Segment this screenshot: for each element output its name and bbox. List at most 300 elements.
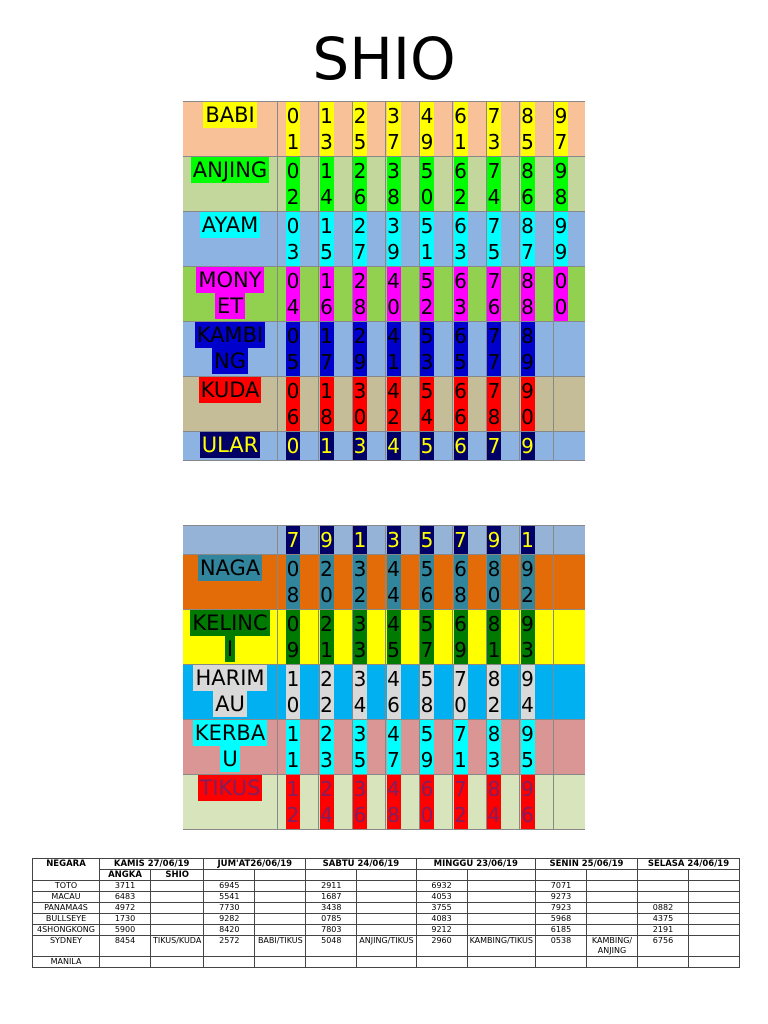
digit: 8 bbox=[454, 583, 467, 607]
digit: 4 bbox=[487, 185, 501, 209]
digit-strip bbox=[521, 610, 535, 664]
shio-name bbox=[183, 377, 278, 431]
digit: 6 bbox=[454, 214, 467, 238]
digit: 5 bbox=[420, 722, 434, 746]
digit: 1 bbox=[454, 130, 467, 154]
shio-row bbox=[183, 720, 585, 775]
digit: 1 bbox=[353, 528, 367, 552]
shio-cell bbox=[688, 925, 739, 936]
shio-cell bbox=[357, 892, 416, 903]
digit-strip bbox=[320, 610, 334, 664]
digit: 6 bbox=[487, 295, 501, 319]
digit: 9 bbox=[521, 722, 534, 746]
digit-cell bbox=[552, 775, 585, 829]
digit: 0 bbox=[286, 379, 300, 403]
digit-strip bbox=[353, 322, 367, 376]
digit: 5 bbox=[521, 748, 534, 772]
digit: 3 bbox=[387, 214, 400, 238]
digit-strip bbox=[353, 526, 367, 554]
digit-cell bbox=[351, 267, 386, 321]
digit-cell bbox=[485, 432, 520, 460]
digit: 2 bbox=[353, 269, 367, 293]
results-row bbox=[33, 936, 740, 957]
digit-strip bbox=[387, 157, 401, 211]
shio-row bbox=[183, 665, 585, 720]
angka-cell: 6756 bbox=[637, 936, 688, 957]
digit-cell bbox=[318, 610, 353, 664]
digit-cell bbox=[385, 157, 420, 211]
digit-cell bbox=[418, 720, 453, 774]
digit: 3 bbox=[353, 638, 367, 662]
digit-strip bbox=[521, 555, 535, 609]
digit-strip bbox=[554, 102, 568, 156]
shio-cell: TIKUS/KUDA bbox=[151, 936, 204, 957]
digit-strip bbox=[320, 526, 334, 554]
digit-cell bbox=[385, 212, 420, 266]
digit-strip bbox=[554, 157, 568, 211]
digit-strip bbox=[487, 377, 501, 431]
digit-strip bbox=[387, 212, 401, 266]
digit: 2 bbox=[320, 722, 333, 746]
digit: 7 bbox=[353, 240, 367, 264]
digit: 3 bbox=[454, 240, 467, 264]
angka-cell bbox=[100, 957, 151, 968]
angka-cell: 8420 bbox=[204, 925, 255, 936]
digit: 0 bbox=[387, 295, 400, 319]
angka-cell: 6945 bbox=[204, 881, 255, 892]
digit-cell bbox=[552, 267, 585, 321]
digit-cell bbox=[318, 720, 353, 774]
digit: 0 bbox=[286, 693, 300, 717]
digit: 1 bbox=[286, 748, 300, 772]
digit-cell bbox=[485, 610, 520, 664]
angka-cell: 8454 bbox=[100, 936, 151, 957]
digit: 3 bbox=[353, 722, 367, 746]
digit-strip bbox=[353, 720, 367, 774]
angka-cell: 5900 bbox=[100, 925, 151, 936]
digit: 1 bbox=[320, 269, 333, 293]
shio-cell bbox=[586, 892, 637, 903]
digit-strip bbox=[487, 102, 501, 156]
digit-cell bbox=[452, 157, 487, 211]
digit: 3 bbox=[420, 350, 434, 374]
digit-cell bbox=[385, 267, 420, 321]
shio-row bbox=[183, 212, 585, 267]
digit-strip bbox=[454, 377, 468, 431]
digit-cell bbox=[519, 102, 554, 156]
digit-strip bbox=[286, 212, 300, 266]
digit-cell bbox=[284, 610, 319, 664]
digit: 7 bbox=[521, 240, 534, 264]
digit: 4 bbox=[420, 104, 434, 128]
digit: 8 bbox=[487, 722, 501, 746]
digit-strip bbox=[353, 775, 367, 829]
digit-cell bbox=[385, 665, 420, 719]
digit-cell bbox=[485, 775, 520, 829]
digit: 0 bbox=[554, 295, 568, 319]
shio-name-text: KERBA bbox=[194, 721, 266, 745]
digit: 7 bbox=[454, 667, 467, 691]
digit-strip bbox=[420, 322, 434, 376]
digit-strip bbox=[521, 720, 535, 774]
digit-cell bbox=[284, 432, 319, 460]
digit-cell bbox=[351, 432, 386, 460]
digit: 5 bbox=[420, 214, 434, 238]
digit: 0 bbox=[286, 214, 300, 238]
shio-cell bbox=[467, 881, 535, 892]
digit: 2 bbox=[387, 405, 400, 429]
digit: 0 bbox=[320, 583, 333, 607]
digit: 0 bbox=[286, 324, 300, 348]
digit: 9 bbox=[521, 350, 534, 374]
angka-cell bbox=[637, 957, 688, 968]
digit-cell bbox=[452, 555, 487, 609]
digit: 1 bbox=[521, 528, 534, 552]
digit-strip bbox=[320, 322, 334, 376]
digit-cell bbox=[385, 432, 420, 460]
digit-strip bbox=[454, 555, 468, 609]
digit: 5 bbox=[353, 748, 367, 772]
digit-cell bbox=[452, 720, 487, 774]
digit: 9 bbox=[487, 528, 501, 552]
digit-cell bbox=[519, 157, 554, 211]
shio-cell bbox=[688, 914, 739, 925]
digit-strip bbox=[286, 432, 300, 460]
digit-cell bbox=[552, 526, 585, 554]
digit-cell bbox=[552, 157, 585, 211]
shio-cell bbox=[151, 903, 204, 914]
angka-cell bbox=[204, 957, 255, 968]
country-cell: PANAMA4S bbox=[33, 903, 100, 914]
digit-strip bbox=[487, 432, 501, 460]
digit-strip bbox=[353, 610, 367, 664]
digit-strip bbox=[487, 665, 501, 719]
angka-cell: 3438 bbox=[306, 903, 357, 914]
digit-cell bbox=[552, 377, 585, 431]
digit: 5 bbox=[320, 240, 333, 264]
header-day: KAMIS 27/06/19 bbox=[100, 859, 204, 870]
digit-cell bbox=[452, 526, 487, 554]
angka-cell: 6185 bbox=[535, 925, 586, 936]
digit-cell bbox=[485, 526, 520, 554]
digit-cell bbox=[318, 432, 353, 460]
digit-cell bbox=[284, 775, 319, 829]
digit: 2 bbox=[454, 185, 467, 209]
digit-strip bbox=[420, 720, 434, 774]
digit: 8 bbox=[487, 667, 501, 691]
digit: 7 bbox=[487, 214, 501, 238]
shio-name bbox=[183, 267, 278, 321]
digit-strip bbox=[487, 526, 501, 554]
shio-cell bbox=[357, 925, 416, 936]
digit: 1 bbox=[286, 777, 300, 801]
digit: 7 bbox=[487, 104, 501, 128]
shio-cell bbox=[357, 881, 416, 892]
angka-cell: 2191 bbox=[637, 925, 688, 936]
digit-strip bbox=[454, 432, 468, 460]
digit: 0 bbox=[286, 434, 300, 458]
digit: 8 bbox=[320, 405, 333, 429]
results-row bbox=[33, 925, 740, 936]
digit-cell bbox=[485, 267, 520, 321]
angka-cell: 7730 bbox=[204, 903, 255, 914]
shio-name-text: HARIM bbox=[195, 666, 265, 690]
digit-cell bbox=[519, 665, 554, 719]
digit: 0 bbox=[286, 612, 300, 636]
digit: 6 bbox=[454, 324, 467, 348]
digit-strip bbox=[420, 526, 434, 554]
shio-row bbox=[183, 610, 585, 665]
shio-grid-top bbox=[183, 101, 585, 461]
digit-cell bbox=[552, 555, 585, 609]
digit: 6 bbox=[454, 379, 467, 403]
digit-strip bbox=[454, 322, 468, 376]
digit: 7 bbox=[286, 528, 300, 552]
digit-cell bbox=[418, 267, 453, 321]
shio-row bbox=[183, 432, 585, 461]
digit: 3 bbox=[387, 104, 400, 128]
digit-cell bbox=[318, 377, 353, 431]
digit: 3 bbox=[353, 612, 367, 636]
digit: 6 bbox=[454, 159, 467, 183]
digit: 9 bbox=[420, 748, 434, 772]
digit-cell bbox=[418, 212, 453, 266]
country-cell: TOTO bbox=[33, 881, 100, 892]
digit-strip bbox=[286, 526, 300, 554]
digit-cell bbox=[418, 102, 453, 156]
header-day: MINGGU 23/06/19 bbox=[416, 859, 535, 870]
digit-strip bbox=[353, 377, 367, 431]
digit-strip bbox=[320, 555, 334, 609]
digit: 1 bbox=[454, 748, 467, 772]
digit-strip bbox=[420, 377, 434, 431]
shio-cell bbox=[357, 914, 416, 925]
digit-strip bbox=[454, 157, 468, 211]
digit-cell bbox=[452, 322, 487, 376]
digit-cell bbox=[519, 610, 554, 664]
shio-row bbox=[183, 555, 585, 610]
digit-cell bbox=[519, 775, 554, 829]
shio-row bbox=[183, 775, 585, 830]
digit-strip bbox=[286, 157, 300, 211]
digit: 4 bbox=[387, 379, 400, 403]
digit: 5 bbox=[353, 130, 367, 154]
digit-cell bbox=[351, 610, 386, 664]
shio-name bbox=[183, 157, 278, 211]
digit: 7 bbox=[554, 130, 568, 154]
digit: 9 bbox=[420, 130, 434, 154]
shio-grid-bottom bbox=[183, 525, 585, 830]
digit-strip bbox=[320, 212, 334, 266]
digit: 4 bbox=[320, 185, 333, 209]
digit: 1 bbox=[387, 350, 400, 374]
digit-cell bbox=[351, 102, 386, 156]
angka-cell: 9273 bbox=[535, 892, 586, 903]
digit-strip bbox=[487, 157, 501, 211]
digit-strip bbox=[387, 610, 401, 664]
digit: 3 bbox=[353, 557, 367, 581]
digit: 9 bbox=[521, 434, 534, 458]
angka-cell: 4053 bbox=[416, 892, 467, 903]
angka-cell: 7803 bbox=[306, 925, 357, 936]
digit: 3 bbox=[454, 295, 467, 319]
digit-cell bbox=[351, 526, 386, 554]
digit: 7 bbox=[487, 159, 501, 183]
shio-cell: ANJING/TIKUS bbox=[357, 936, 416, 957]
shio-cell bbox=[255, 903, 306, 914]
digit-cell bbox=[418, 610, 453, 664]
shio-cell bbox=[467, 957, 535, 968]
digit-cell bbox=[519, 720, 554, 774]
shio-cell bbox=[151, 892, 204, 903]
digit-cell bbox=[284, 377, 319, 431]
digit: 5 bbox=[420, 434, 434, 458]
digit-cell bbox=[485, 377, 520, 431]
digit: 0 bbox=[420, 185, 434, 209]
digit-cell bbox=[351, 555, 386, 609]
angka-cell bbox=[637, 892, 688, 903]
digit-strip bbox=[420, 432, 434, 460]
digit: 4 bbox=[320, 803, 333, 827]
digit-cell bbox=[452, 267, 487, 321]
digit: 4 bbox=[487, 803, 501, 827]
angka-cell bbox=[416, 957, 467, 968]
digit: 8 bbox=[554, 185, 568, 209]
digit-strip bbox=[454, 526, 468, 554]
shio-name-text: KUDA bbox=[200, 378, 260, 402]
digit-strip bbox=[286, 322, 300, 376]
digit-strip bbox=[420, 610, 434, 664]
shio-row bbox=[183, 322, 585, 377]
digit-strip bbox=[454, 775, 468, 829]
digit: 5 bbox=[420, 159, 434, 183]
digit: 7 bbox=[487, 269, 501, 293]
digit: 7 bbox=[454, 777, 467, 801]
shio-cell bbox=[688, 957, 739, 968]
digit: 5 bbox=[454, 350, 467, 374]
digit-strip bbox=[521, 526, 535, 554]
digit-strip bbox=[387, 322, 401, 376]
digit-cell bbox=[284, 102, 319, 156]
digit: 6 bbox=[454, 434, 467, 458]
digit-strip bbox=[286, 665, 300, 719]
shio-name bbox=[183, 555, 278, 609]
digit: 5 bbox=[420, 557, 434, 581]
shio-name bbox=[183, 212, 278, 266]
shio-cell bbox=[586, 903, 637, 914]
digit: 1 bbox=[320, 159, 333, 183]
shio-cell bbox=[467, 925, 535, 936]
digit-strip bbox=[420, 775, 434, 829]
shio-cell bbox=[357, 903, 416, 914]
digit-cell bbox=[552, 322, 585, 376]
shio-name bbox=[183, 526, 278, 554]
digit: 4 bbox=[387, 612, 400, 636]
shio-cell bbox=[255, 914, 306, 925]
digit-strip bbox=[487, 322, 501, 376]
digit: 6 bbox=[420, 777, 434, 801]
digit: 9 bbox=[554, 214, 568, 238]
shio-cell bbox=[151, 914, 204, 925]
digit: 1 bbox=[286, 722, 300, 746]
digit-cell bbox=[485, 555, 520, 609]
digit-cell bbox=[485, 665, 520, 719]
angka-cell: 9212 bbox=[416, 925, 467, 936]
digit-cell bbox=[284, 720, 319, 774]
digit-cell bbox=[418, 775, 453, 829]
digit-cell bbox=[284, 555, 319, 609]
digit-strip bbox=[521, 267, 535, 321]
shio-row bbox=[183, 526, 585, 555]
digit: 0 bbox=[286, 159, 300, 183]
digit: 5 bbox=[487, 240, 501, 264]
digit-strip bbox=[387, 526, 401, 554]
digit-strip bbox=[454, 102, 468, 156]
digit-cell bbox=[418, 555, 453, 609]
digit-strip bbox=[387, 267, 401, 321]
digit-cell bbox=[452, 775, 487, 829]
digit: 1 bbox=[420, 240, 434, 264]
shio-name-text: TIKUS bbox=[199, 776, 261, 800]
digit: 5 bbox=[420, 612, 434, 636]
digit: 9 bbox=[554, 240, 568, 264]
digit-strip bbox=[286, 720, 300, 774]
digit-strip bbox=[420, 665, 434, 719]
digit-cell bbox=[418, 377, 453, 431]
digit-strip bbox=[420, 212, 434, 266]
digit: 8 bbox=[521, 159, 534, 183]
digit-cell bbox=[452, 377, 487, 431]
digit: 9 bbox=[521, 777, 534, 801]
shio-name-text: ULAR bbox=[201, 433, 259, 457]
shio-cell bbox=[357, 957, 416, 968]
digit-cell bbox=[318, 267, 353, 321]
digit: 8 bbox=[286, 583, 300, 607]
digit-cell bbox=[318, 665, 353, 719]
results-table bbox=[32, 858, 740, 968]
shio-row bbox=[183, 102, 585, 157]
shio-name-text: NG bbox=[214, 349, 246, 373]
shio-name bbox=[183, 720, 278, 774]
digit: 3 bbox=[320, 130, 333, 154]
digit: 5 bbox=[387, 638, 400, 662]
digit: 9 bbox=[521, 557, 534, 581]
digit: 3 bbox=[353, 379, 367, 403]
digit-cell bbox=[519, 432, 554, 460]
digit: 3 bbox=[487, 130, 501, 154]
digit-cell bbox=[418, 665, 453, 719]
angka-cell: 0882 bbox=[637, 903, 688, 914]
digit-cell bbox=[519, 212, 554, 266]
digit-strip bbox=[420, 267, 434, 321]
digit-cell bbox=[418, 432, 453, 460]
header-angka: ANGKA bbox=[100, 870, 151, 881]
shio-cell: KAMBING/TIKUS bbox=[467, 936, 535, 957]
shio-cell bbox=[151, 957, 204, 968]
shio-name-text: KELINC bbox=[192, 611, 268, 635]
digit: 2 bbox=[320, 557, 333, 581]
shio-cell bbox=[151, 925, 204, 936]
shio-name bbox=[183, 610, 278, 664]
angka-cell: 5968 bbox=[535, 914, 586, 925]
country-cell: BULLSEYE bbox=[33, 914, 100, 925]
digit-cell bbox=[519, 377, 554, 431]
digit-cell bbox=[385, 102, 420, 156]
digit: 1 bbox=[320, 214, 333, 238]
shio-name-text: KAMBI bbox=[196, 323, 264, 347]
digit: 0 bbox=[487, 583, 501, 607]
shio-cell bbox=[255, 925, 306, 936]
